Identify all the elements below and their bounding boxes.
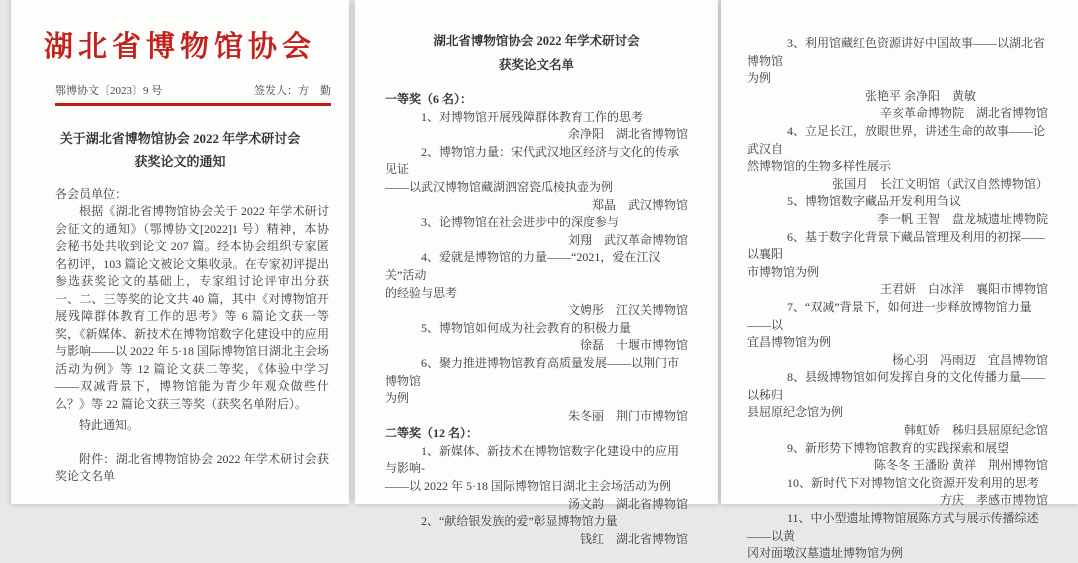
paper-author-line: 徐磊 十堰市博物馆: [579, 338, 688, 353]
letterhead-title: 湖北省博物馆协会: [43, 31, 316, 63]
first-prize-section: [385, 91, 688, 425]
paper-title-line: ——以 2022 年 5·18 国际博物馆日湖北主会场活动为例: [385, 479, 671, 494]
paper-author-line: 王君妍 白冰洋 襄阳市博物馆: [879, 282, 1048, 297]
paper-title-line: 3、利用馆藏红色资源讲好中国故事——以湖北省博物馆: [747, 36, 1046, 68]
paper-author-line: 余净阳 湖北省博物馆: [567, 127, 688, 142]
signer-label: 签发人：方 勤: [254, 85, 331, 97]
attachment-line: 附件：湖北省博物馆协会 2022 年学术研讨会获奖论文名单: [55, 451, 329, 483]
paper-title-line: 然博物馆的生物多样性展示: [747, 159, 892, 174]
paper-title-line: 1、新媒体、新技术在博物馆数字化建设中的应用与影响-: [385, 443, 680, 476]
second-prize-entries-continued: [721, 0, 1078, 563]
paper-title-line: 宜昌博物馆为例: [747, 335, 832, 350]
paper-title-line: 5、博物馆数字藏品开发利用刍议: [787, 194, 962, 209]
award-list-content: [385, 91, 688, 548]
paper-title-line: 4、爱就是博物馆的力量——“2021，爱在江汉关”活动: [385, 250, 661, 282]
paper-author-line: 朱冬丽 荆门市博物馆: [567, 408, 688, 423]
paper-title-line: 8、县级博物馆如何发挥自身的文化传播力量——以秭归: [747, 370, 1046, 402]
paper-title-line: 7、“双减”背景下，如何进一步释放博物馆力量——以: [747, 299, 1032, 332]
award-list-title-line-1: 湖北省博物馆协会 2022 年学术研讨会: [433, 34, 640, 48]
award-list-title: [355, 0, 718, 77]
paper-author-line: 钱红 湖北省博物馆: [579, 531, 688, 546]
paper-title-line: 1、对博物馆开展残障群体教育工作的思考: [421, 109, 644, 124]
paper-title-line: 9、新形势下博物馆教育的实践探索和展望: [787, 440, 1010, 455]
paper-author-line: 李一帆 王智 盘龙城遗址博物院: [876, 211, 1048, 226]
first-prize-entries: [385, 109, 688, 426]
paper-title-line: 11、中小型遗址博物馆展陈方式与展示传播综述——以黄: [747, 511, 1039, 543]
paper-title-line: 5、博物馆如何成为社会教育的积极力量: [421, 320, 632, 335]
paper-author-line: 韩虹娇 秭归县屈原纪念馆: [903, 423, 1048, 438]
second-prize-section: [385, 425, 688, 548]
paper-author-line: 文娉彤 江汉关博物馆: [567, 303, 688, 318]
paper-title-line: 6、基于数字化背景下藏品管理及利用的初探——以襄阳: [747, 229, 1046, 262]
paper-author-line: 刘翔 武汉革命博物馆: [567, 232, 688, 247]
notice-title-line-1: 关于湖北省博物馆协会 2022 年学术研讨会: [59, 130, 301, 146]
paper-title-line: 为例: [385, 391, 410, 406]
closing-line: 特此通知。: [79, 418, 140, 432]
second-prize-entries: [385, 443, 688, 549]
paper-title-line: 的经验与思考: [385, 285, 458, 300]
award-list-page-2: [721, 0, 1078, 561]
paper-title-line: 10、新时代下对博物馆文化资源开发利用的思考: [787, 475, 1040, 490]
paper-title-line: ——以武汉博物馆藏湖泗窑瓷瓜棱执壶为例: [385, 179, 614, 194]
paper-title-line: 6、聚力推进博物馆教育高质量发展——以荆门市博物馆: [385, 355, 680, 388]
red-divider: [55, 103, 331, 106]
paper-author-line: 方庆 孝感市博物馆: [939, 493, 1048, 508]
document-meta-row: [55, 82, 331, 98]
paper-title-line: 为例: [747, 71, 772, 86]
notice-title-line-2: 获奖论文的通知: [134, 153, 226, 169]
award-list-title-line-2: 获奖论文名单: [498, 58, 574, 72]
notice-title: [11, 127, 349, 173]
second-prize-heading: 二等奖（12 名）：: [385, 426, 479, 441]
award-list-page-1: [355, 0, 718, 546]
document-number: 鄂博协文〔2023〕9 号: [55, 85, 163, 97]
paper-title-line: 2、博物馆力量：宋代武汉地区经济与文化的传承见证: [385, 144, 680, 177]
paper-author-line: 辛亥革命博物院 湖北省博物馆: [879, 106, 1048, 121]
paper-title-line: 2、“献给银发族的爱”彰显博物馆力量: [421, 514, 618, 529]
paper-author-line: 郑晶 武汉博物馆: [591, 197, 688, 212]
paper-author-line: 张艳平 余净阳 黄敏: [864, 88, 976, 103]
paper-title-line: 县屈原纪念馆为例: [747, 405, 844, 420]
paper-title-line: 冈对面墩汉墓遗址博物馆为例: [747, 546, 904, 561]
notice-page: [11, 0, 349, 504]
paper-author-line: 杨心羽 冯雨迈 宜昌博物馆: [891, 352, 1048, 367]
notice-body-paragraph: 根据《湖北省博物馆协会关于 2022 年学术研讨会征文的通知》（鄂博协文[2022]1 号）精神，本协会秘书处共收到论文 207 篇。经本协会组织专家匿名初评，103 篇论文被论文集收录。在专家初评提出参选获奖论文的基础上，专家组讨论评审出分获一、二、三等奖的论文共 40 篇，其中《对博物馆开展残障群体教育工作的思考》等 6 篇论文获一等奖，《新媒体、新技术在博物馆数字化建设中的应用与影响——以 2022 年 5·18 国际博物馆日湖北主会场活动为例》等 12 篇论文获二等奖，《体验中学习——双减背景下，博物馆能为青少年观众做些什么？》等 22 篇论文获三等奖（获奖名单附后）。: [55, 204, 329, 411]
notice-text-block: [55, 186, 329, 486]
paper-author-line: 陈冬冬 王潘盼 黄祥 荆州博物馆: [873, 458, 1048, 473]
paper-author-line: 汤文韵 湖北省博物馆: [567, 496, 688, 511]
first-prize-heading: 一等奖（6 名）：: [385, 92, 473, 106]
paper-author-line: 张国月 长江文明馆（武汉自然博物馆）: [831, 176, 1048, 191]
paper-title-line: 3、论博物馆在社会进步中的深度参与: [421, 215, 620, 230]
paper-title-line: 4、立足长江，放眼世界，讲述生命的故事——论武汉自: [747, 123, 1046, 156]
salutation: 各会员单位：: [55, 186, 128, 201]
paper-title-line: 市博物馆为例: [747, 264, 820, 279]
